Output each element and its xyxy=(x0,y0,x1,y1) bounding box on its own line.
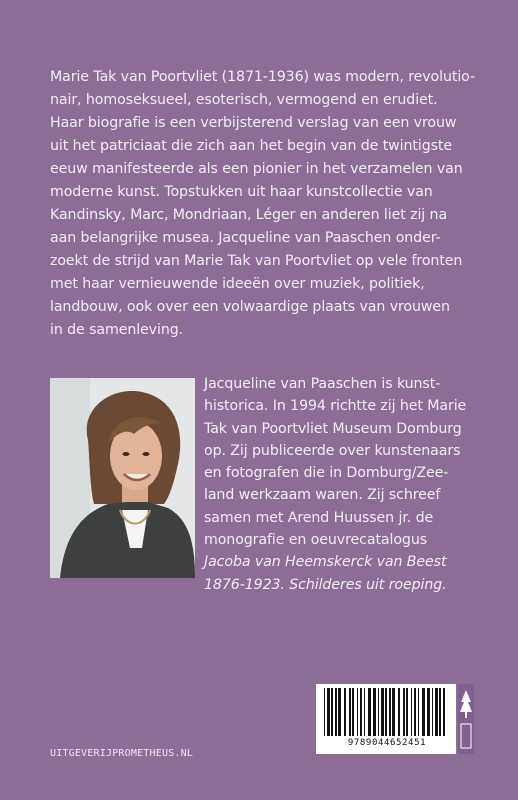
blurb-line: moderne kunst. Topstukken uit haar kunstcollectie van xyxy=(50,184,433,200)
author-photo xyxy=(50,378,195,578)
bio-line: Jacqueline van Paaschen is kunst- xyxy=(204,376,441,392)
barcode-bar xyxy=(411,688,412,736)
barcode-bar xyxy=(435,688,438,736)
blurb-line: Kandinsky, Marc, Mondriaan, Léger en anderen liet zij na xyxy=(50,207,448,223)
barcode-bar xyxy=(392,688,395,736)
barcode-bar xyxy=(344,688,346,736)
barcode-bar xyxy=(373,688,376,736)
publisher-website: UITGEVERIJPROMETHEUS.NL xyxy=(50,748,194,759)
bio-line: historica. In 1994 richtte zij het Marie xyxy=(204,398,467,415)
blurb-line: eeuw manifesteerde als een pionier in het verzamelen van xyxy=(50,161,463,177)
bio-book-title-line: 1876-1923. Schilderes uit roeping. xyxy=(204,576,447,593)
blurb-line: nair, homoseksueel, esoterisch, vermogend en erudiet. xyxy=(50,92,438,108)
bio-line: land werkzaam waren. Zij schreef xyxy=(204,487,441,504)
blurb-line: landbouw, ook over een volwaardige plaats van vrouwen xyxy=(50,299,450,315)
barcode-bars xyxy=(316,684,456,740)
blurb-line: zoekt de strijd van Marie Tak van Poortvliet op vele fronten xyxy=(50,253,463,269)
barcode-bar xyxy=(385,688,387,736)
barcode-bar xyxy=(422,688,425,736)
barcode-bar xyxy=(414,688,416,736)
barcode-bar xyxy=(403,688,405,736)
barcode-bar xyxy=(324,688,325,736)
barcode-bar xyxy=(378,688,379,736)
barcode-bar xyxy=(352,688,354,736)
barcode-bar xyxy=(360,688,362,736)
blurb-line: met haar vernieuwende ideeën over muziek, politiek, xyxy=(50,276,425,292)
bio-line: en fotografen die in Domburg/Zee- xyxy=(204,465,449,482)
bio-book-title-line: Jacoba van Heemskerck van Beest xyxy=(204,554,447,571)
bio-line: monografie en oeuvrecatalogus xyxy=(204,532,428,549)
barcode-bar xyxy=(418,688,419,736)
barcode-bar xyxy=(331,688,333,736)
fsc-label xyxy=(458,684,474,754)
barcode-bar xyxy=(327,688,330,736)
bio-line: samen met Arend Huussen jr. de xyxy=(204,509,434,526)
author-bio xyxy=(204,373,484,596)
blurb-line: aan belangrijke musea. Jacqueline van Paaschen onder- xyxy=(50,230,441,246)
isbn-number: 9789044652451 xyxy=(347,738,427,748)
barcode-bar xyxy=(398,688,400,736)
barcode-bar xyxy=(427,688,430,736)
barcode-bar xyxy=(338,688,341,736)
blurb-line: uit het patriciaat die zich aan het begin van de twintigste xyxy=(50,138,453,154)
barcode-bar xyxy=(335,688,337,736)
bio-line: Tak van Poortvliet Museum Domburg xyxy=(204,420,462,437)
barcode-bar xyxy=(364,688,365,736)
bio-line: op. Zij publiceerde over kunstenaars xyxy=(204,442,461,459)
barcode-bar xyxy=(443,688,445,736)
barcode-bar xyxy=(381,688,384,736)
back-cover-blurb xyxy=(50,66,476,342)
blurb-line: Marie Tak van Poortvliet (1871-1936) was modern, revolutio- xyxy=(50,69,476,85)
barcode-bar xyxy=(432,688,433,736)
barcode-bar xyxy=(349,688,351,736)
barcode-bar xyxy=(389,688,391,736)
author-portrait-illustration xyxy=(50,378,195,578)
barcode-bar xyxy=(406,688,408,736)
blurb-line: Haar biografie is een verbijsterend verslag van een vrouw xyxy=(50,115,457,131)
barcode-bar xyxy=(439,688,441,736)
tree-logo-icon xyxy=(458,684,474,754)
barcode-bar xyxy=(368,688,371,736)
blurb-line: in de samenleving. xyxy=(50,322,184,338)
barcode-bar xyxy=(357,688,358,736)
